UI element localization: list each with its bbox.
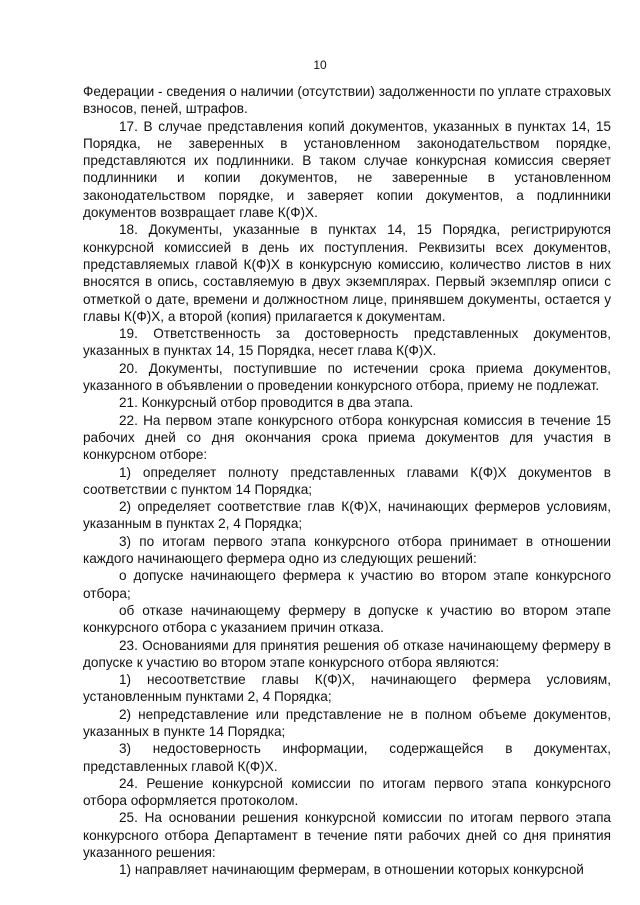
paragraph: Федерации - сведения о наличии (отсутствии) задолженности по уплате страховых взносов, пеней, штрафов. — [83, 84, 611, 117]
paragraph: 19. Ответственность за достоверность представленных документов, указанных в пунктах 14, 15 Порядка, несет глава К(Ф)Х. — [83, 326, 611, 359]
document-body — [83, 83, 611, 879]
paragraph: 18. Документы, указанные в пунктах 14, 15 Порядка, регистрируются конкурсной комиссией в день их поступления. Реквизиты всех документов, представляемых главой К(Ф)Х в конкурсную комиссию, количество листов в них вносятся в опись, составляемую в двух экземплярах. Первый экземпляр описи с отметкой о дате, времени и должностном лице, принявшем документы, остается у главы К(Ф)Х, а второй (копия) прилагается к документам. — [83, 222, 611, 324]
paragraph: 23. Основаниями для принятия решения об отказе начинающему фермеру в допуске к участию во втором этапе конкурсного отбора являются: — [83, 637, 611, 670]
page-number: 10 — [313, 58, 327, 72]
list-item: 2) непредставление или представление не в полном объеме документов, указанных в пункте 14 Порядка; — [83, 706, 611, 739]
paragraph: 21. Конкурсный отбор проводится в два этапа. — [119, 395, 414, 411]
paragraph: 17. В случае представления копий документов, указанных в пунктах 14, 15 Порядка, не заверенных в установленном законодательством порядке, представляются их подлинники. В таком случае конкурсная комиссия сверяет подлинники и копии документов, не заверенные в установленном законодательством порядке, и заверяет копии документов, а подлинники документов возвращает главе К(Ф)Х. — [83, 118, 611, 221]
paragraph: 22. На первом этапе конкурсного отбора конкурсная комиссия в течение 15 рабочих дней со дня окончания срока приема документов для участия в конкурсном отборе: — [83, 412, 611, 463]
paragraph: об отказе начинающему фермеру в допуске к участию во втором этапе конкурсного отбора с указанием причин отказа. — [83, 602, 611, 636]
list-item: 1) определяет полноту представленных главами К(Ф)Х документов в соответствии с пунктом 14 Порядка; — [83, 464, 611, 497]
list-item: 3) по итогам первого этапа конкурсного отбора принимает в отношении каждого начинающего фермера одно из следующих решений: — [83, 533, 611, 567]
paragraph: 20. Документы, поступившие по истечении срока приема документов, указанного в объявлении о проведении конкурсного отбора, приему не подлежат. — [83, 360, 611, 394]
paragraph: о допуске начинающего фермера к участию во втором этапе конкурсного отбора; — [83, 568, 611, 601]
paragraph: 25. На основании решения конкурсной комиссии по итогам первого этапа конкурсного отбора Департамент в течение пяти рабочих дней со дня принятия указанного решения: — [83, 810, 611, 861]
list-item: 1) несоответствие главы К(Ф)Х, начинающего фермера условиям, установленным пунктами 2, 4 Порядка; — [83, 672, 611, 705]
paragraph: 24. Решение конкурсной комиссии по итогам первого этапа конкурсного отбора оформляется протоколом. — [83, 775, 611, 809]
list-item: 2) определяет соответствие глав К(Ф)Х, начинающих фермеров условиям, указанным в пунктах 2, 4 Порядка; — [83, 499, 611, 532]
list-item: 1) направляет начинающим фермерам, в отношении которых конкурсной — [119, 862, 584, 878]
list-item: 3) недостоверность информации, содержащейся в документах, представленных главой К(Ф)Х. — [83, 741, 611, 774]
